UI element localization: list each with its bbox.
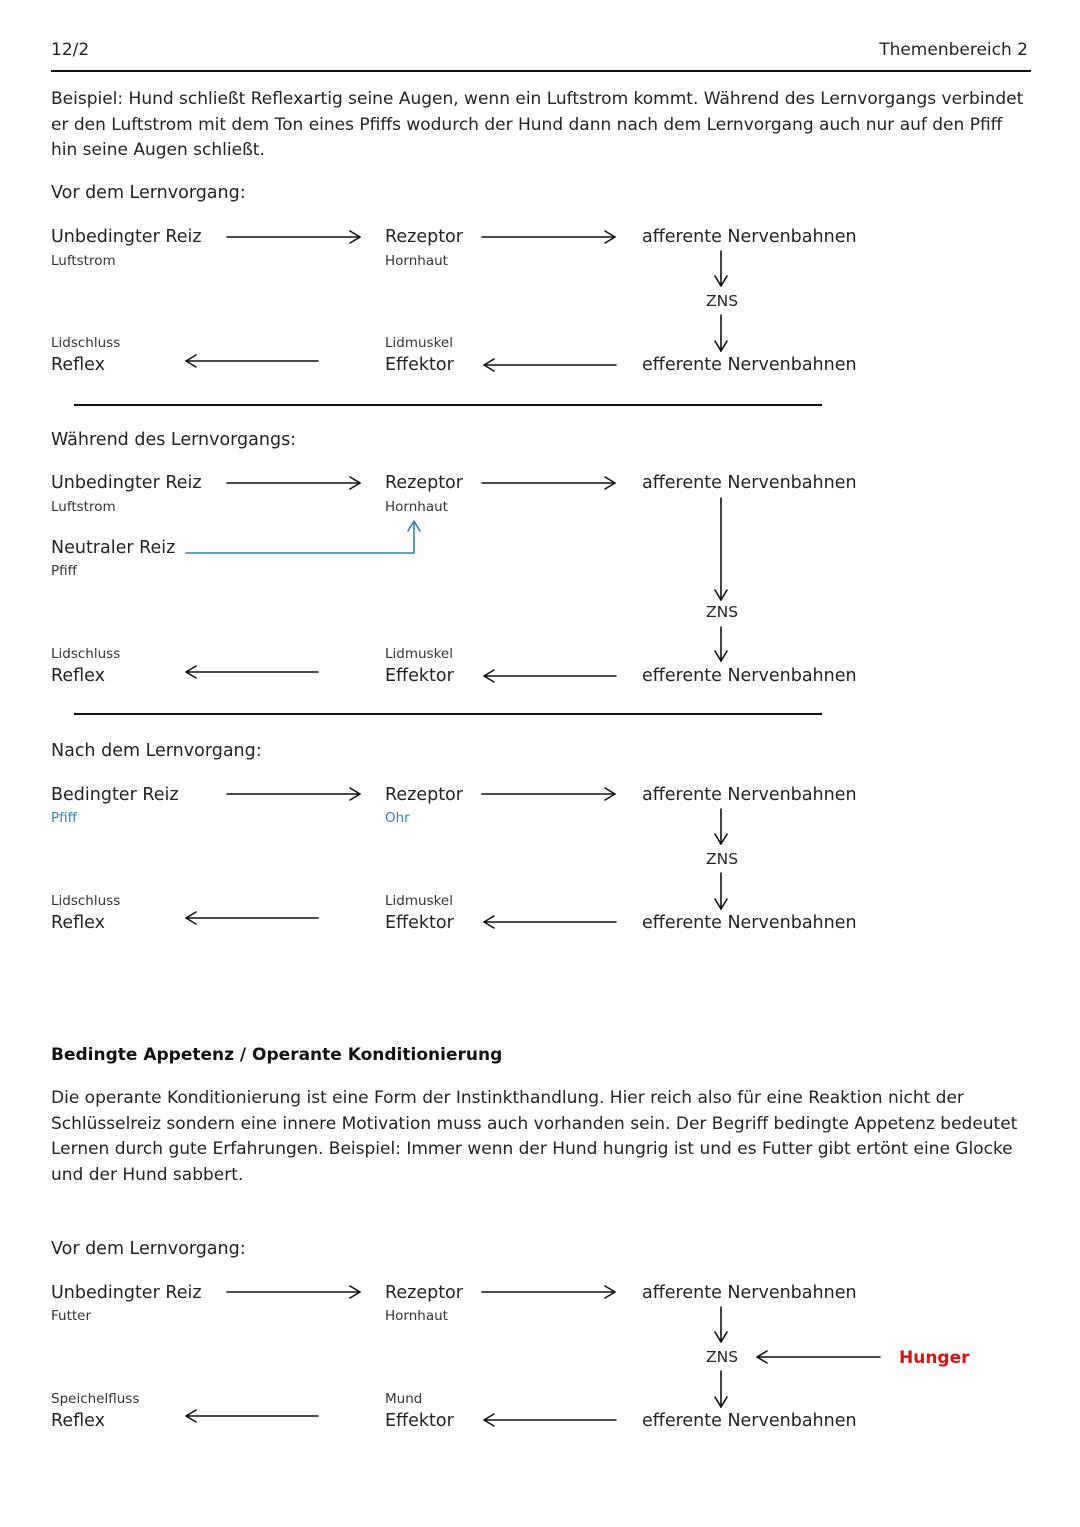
operant-paragraph: Die operante Konditionierung ist eine Form der Instinkthandlung. Hier reich also für eine Reaktion nicht der Schlüsselreiz sondern eine innere Motivation muss auch vorhanden sein. Der Begriff bedingte Appetenz bedeutet Lernen durch gute Erfahrungen. Beispiel: Immer wenn der Hund hungrig ist und es Futter gibt ertönt eine Glocke und der Hund sabbert. xyxy=(51,1088,1018,1185)
section2-effector-sub: Lidmuskel xyxy=(385,646,453,662)
section1-reflex-sub: Lidschluss xyxy=(51,335,121,351)
arrow-left-efferent-to-effector xyxy=(484,359,616,371)
section4-effector: Effektor xyxy=(385,1411,454,1431)
arrow-left-effector-to-reflex xyxy=(186,912,318,924)
arrow-down-zns-to-efferent xyxy=(715,1371,727,1407)
section2-zns: ZNS xyxy=(706,603,739,621)
arrow-left-efferent-to-effector xyxy=(484,916,616,928)
arrow-right-receptor-to-afferent xyxy=(482,1286,615,1298)
section1-stimulus: Unbedingter Reiz xyxy=(51,227,202,247)
arrow-right-stimulus-to-receptor xyxy=(227,1286,360,1298)
section4-effector-sub: Mund xyxy=(385,1391,423,1407)
section1-reflex: Reflex xyxy=(51,355,105,375)
arrow-right-stimulus-to-receptor xyxy=(227,477,360,489)
section4-afferent: afferente Nervenbahnen xyxy=(642,1283,857,1303)
section1-receptor: Rezeptor xyxy=(385,227,463,247)
section3-afferent: afferente Nervenbahnen xyxy=(642,785,857,805)
section3-effector: Effektor xyxy=(385,913,454,933)
section1-effector-sub: Lidmuskel xyxy=(385,335,453,351)
section3-efferent: efferente Nervenbahnen xyxy=(642,913,857,933)
section3-zns: ZNS xyxy=(706,850,739,868)
section1-title: Vor dem Lernvorgang: xyxy=(51,183,246,203)
section4-reflex-sub: Speichelfluss xyxy=(51,1391,140,1407)
arrow-down-zns-to-efferent xyxy=(715,315,727,351)
arrow-down-zns-to-efferent xyxy=(715,627,727,661)
arrow-right-receptor-to-afferent xyxy=(482,788,615,800)
arrow-right-receptor-to-afferent xyxy=(482,231,615,243)
arrow-left-efferent-to-effector xyxy=(484,670,616,682)
arrow-right-receptor-to-afferent xyxy=(482,477,615,489)
section3-reflex: Reflex xyxy=(51,913,105,933)
arrow-neutral-to-receptor xyxy=(186,521,420,553)
section2-stimulus-sub: Luftstrom xyxy=(51,499,116,515)
section4-title: Vor dem Lernvorgang: xyxy=(51,1239,246,1259)
section2-stimulus: Unbedingter Reiz xyxy=(51,473,202,493)
arrow-down-afferent-to-zns xyxy=(715,1307,727,1342)
section1-stimulus-sub: Luftstrom xyxy=(51,253,116,269)
arrow-right-stimulus-to-receptor xyxy=(227,231,360,243)
topic-label: Themenbereich 2 xyxy=(879,40,1028,60)
section1-afferent: afferente Nervenbahnen xyxy=(642,227,857,247)
arrow-left-effector-to-reflex xyxy=(186,355,318,367)
section2-effector: Effektor xyxy=(385,666,454,686)
section3-reflex-sub: Lidschluss xyxy=(51,893,121,909)
section3-stimulus: Bedingter Reiz xyxy=(51,785,179,805)
section2-reflex: Reflex xyxy=(51,666,105,686)
section4-efferent: efferente Nervenbahnen xyxy=(642,1411,857,1431)
section2-reflex-sub: Lidschluss xyxy=(51,646,121,662)
section2-receptor: Rezeptor xyxy=(385,473,463,493)
section4-receptor: Rezeptor xyxy=(385,1283,463,1303)
arrow-left-effector-to-reflex xyxy=(186,1410,318,1422)
section1-effector: Effektor xyxy=(385,355,454,375)
section1-zns: ZNS xyxy=(706,292,739,310)
section3-title: Nach dem Lernvorgang: xyxy=(51,741,262,761)
arrow-down-afferent-to-zns xyxy=(715,498,727,600)
section4-reflex: Reflex xyxy=(51,1411,105,1431)
section2-receptor-sub: Hornhaut xyxy=(385,499,448,515)
operant-heading: Bedingte Appetenz / Operante Konditionierung xyxy=(51,1045,503,1065)
section2-title: Während des Lernvorgangs: xyxy=(51,430,297,450)
arrow-left-hunger-to-zns xyxy=(757,1351,880,1363)
section4-stimulus: Unbedingter Reiz xyxy=(51,1283,202,1303)
section4-receptor-sub: Hornhaut xyxy=(385,1308,448,1324)
arrow-down-zns-to-efferent xyxy=(715,873,727,909)
section4-stimulus-sub: Futter xyxy=(51,1308,92,1324)
section2-efferent: efferente Nervenbahnen xyxy=(642,666,857,686)
section3-receptor: Rezeptor xyxy=(385,785,463,805)
section3-effector-sub: Lidmuskel xyxy=(385,893,453,909)
intro-paragraph: Beispiel: Hund schließt Reflexartig seine Augen, wenn ein Luftstrom kommt. Während des Lernvorgangs verbindet er den Luftstrom mit dem Ton eines Pfiffs wodurch der Hund dann nach dem Lernvorgang auch nur auf den Pfiff hin seine Augen schließt. xyxy=(51,89,1024,160)
arrow-left-efferent-to-effector xyxy=(484,1414,616,1426)
section3-receptor-sub: Ohr xyxy=(385,810,410,826)
section2-neutral-sub: Pfiff xyxy=(51,563,77,579)
page-number: 12/2 xyxy=(51,40,90,60)
arrow-left-effector-to-reflex xyxy=(186,666,318,678)
section4-zns: ZNS xyxy=(706,1348,739,1366)
arrow-down-afferent-to-zns xyxy=(715,809,727,844)
arrow-right-stimulus-to-receptor xyxy=(227,788,360,800)
section2-afferent: afferente Nervenbahnen xyxy=(642,473,857,493)
section2-neutral: Neutraler Reiz xyxy=(51,538,176,558)
section4-hunger: Hunger xyxy=(899,1348,970,1368)
section3-stimulus-sub: Pfiff xyxy=(51,810,77,826)
section1-efferent: efferente Nervenbahnen xyxy=(642,355,857,375)
section1-receptor-sub: Hornhaut xyxy=(385,253,448,269)
arrow-down-afferent-to-zns xyxy=(715,251,727,286)
